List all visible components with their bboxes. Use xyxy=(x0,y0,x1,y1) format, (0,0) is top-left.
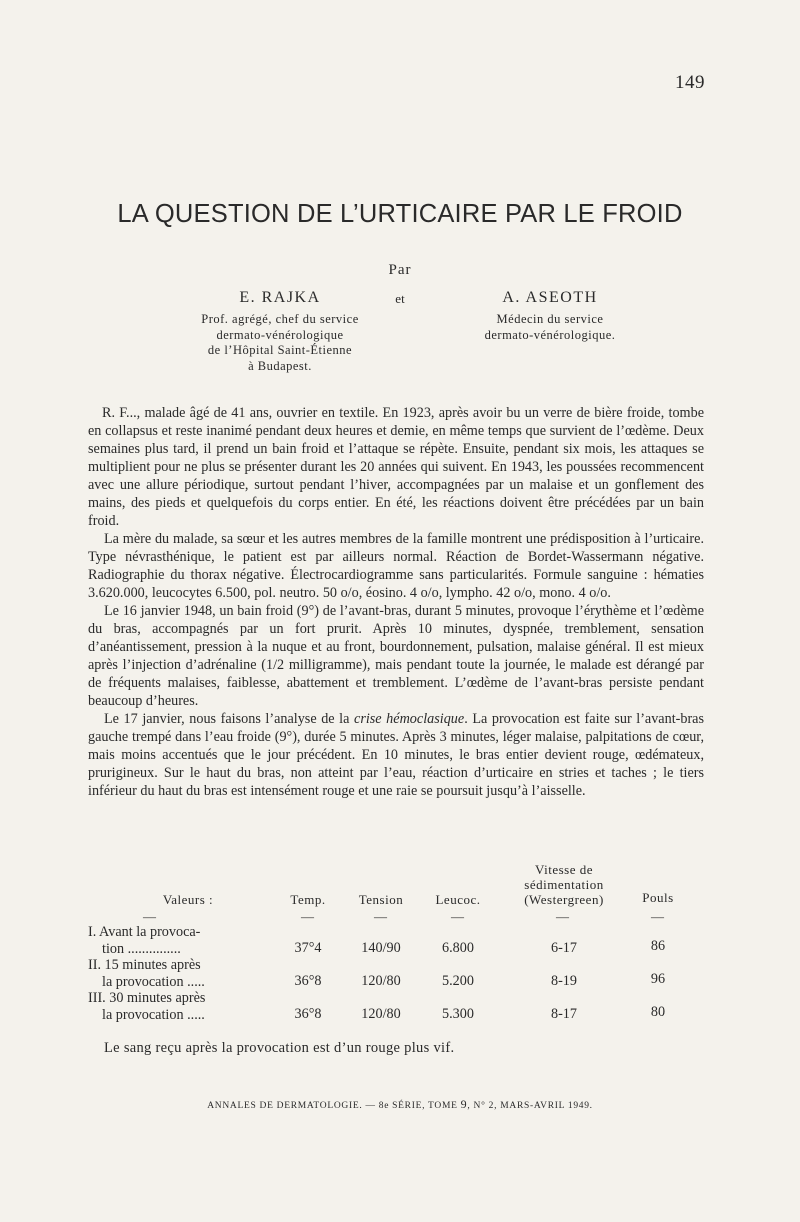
header-rule: — xyxy=(143,909,156,924)
affiliation-line: Médecin du service xyxy=(496,312,604,326)
header-valeurs: Valeurs : xyxy=(162,892,214,907)
header-rule: — xyxy=(301,909,314,924)
row-label-line: III. 30 minutes après xyxy=(88,990,206,1006)
header-text: Vitesse de xyxy=(534,862,593,877)
journal-footer xyxy=(0,1097,800,1112)
header-tension: Tension xyxy=(358,892,404,907)
footer-text: , N° 2, MARS-AVRIL 1949. xyxy=(467,1101,593,1111)
table-row-label xyxy=(88,924,266,957)
author-name: A. ASEOTH xyxy=(502,289,598,306)
affiliation-line: à Budapest. xyxy=(248,358,312,373)
author-name: E. RAJKA xyxy=(239,289,321,306)
cell-tension: 140/90 xyxy=(361,940,401,956)
header-temp: Temp. xyxy=(290,892,326,907)
cell-tension: 120/80 xyxy=(361,973,401,989)
page-number: 149 xyxy=(675,72,705,93)
cell-vitesse: 8-19 xyxy=(550,973,577,989)
affiliation-line: Prof. agrégé, chef du service xyxy=(201,312,359,326)
row-label-line: la provocation ..... xyxy=(102,1006,205,1023)
table-row-label xyxy=(88,990,266,1023)
header-text: (Westergreen) xyxy=(524,892,604,907)
row-label-line: I. Avant la provoca- xyxy=(88,924,201,940)
cell-pouls: 96 xyxy=(650,971,666,987)
cell-temp: 37°4 xyxy=(294,940,322,956)
emphasis-text: crise hémoclasique xyxy=(354,711,465,727)
text-run: Le 17 janvier, nous faisons l’analyse de la xyxy=(104,711,355,727)
cell-pouls: 80 xyxy=(650,1004,666,1020)
paragraph: Le 16 janvier 1948, un bain froid (9°) de l’avant-bras, durant 5 minutes, provoque l’érythème et l’œdème du bras, accompagnés par un fort prurit. Après 10 minutes, dyspnée, tremblement, sensation d’anéantissement, pression à la nuque et au front, bourdonnement, pulsation, malaise général. Il est mieux après l’injection d’adrénaline (1/2 milligramme), mais pendant toute la journée, le malade est dérangé par de fréquents malaises, faiblesse, abattement et tremblement. L’œdème de l’avant-bras persiste pendant beaucoup d’heures. xyxy=(88,603,704,709)
cell-leucoc: 5.200 xyxy=(442,973,474,989)
row-label-line: tion ............... xyxy=(102,940,181,957)
header-pouls: Pouls xyxy=(642,890,674,905)
header-vitesse xyxy=(504,862,624,907)
affiliation-line: dermato-vénérologique xyxy=(216,327,344,342)
table-row-label xyxy=(88,957,266,990)
cell-tension: 120/80 xyxy=(361,1006,401,1022)
affiliation-line: de l’Hôpital Saint-Étienne xyxy=(207,343,353,357)
header-rule: — xyxy=(556,909,569,924)
footer-text: ANNALES DE DERMATOLOGIE. — 8e SÉRIE, TOME xyxy=(207,1101,461,1111)
cell-temp: 36°8 xyxy=(294,1006,322,1022)
author-affiliation xyxy=(400,312,700,343)
by-line: Par xyxy=(388,262,412,278)
paragraph: R. F..., malade âgé de 41 ans, ouvrier en textile. En 1923, après avoir bu un verre de bière froide, tombe en collapsus et reste inanimé pendant deux heures et demie, en même temps que survient de l’œdème. Deux semaines plus tard, il prend un bain froid et l’attaque se répète. Ensuite, pendant six mois, les attaques se multiplient pour ne plus se présenter durant les 20 années qui suivent. En 1943, les poussées recommencent avec une allure périodique, surtout pendant l’hiver, accompagnées par un malaise et un gonflement des mains, des pieds et quelquefois du corps entier. En été, les réactions doivent être précédées par un bain froid. xyxy=(88,405,704,529)
row-label-line: la provocation ..... xyxy=(102,973,205,990)
header-text: sédimentation xyxy=(524,877,604,892)
article-body xyxy=(88,404,704,800)
header-rule: — xyxy=(651,909,664,924)
row-label-line: II. 15 minutes après xyxy=(88,957,201,973)
footer-volume: 9 xyxy=(460,1097,468,1111)
affiliation-line: dermato-vénérologique. xyxy=(484,327,616,342)
header-rule: — xyxy=(374,909,387,924)
author-block-right xyxy=(400,289,700,343)
cell-leucoc: 5.300 xyxy=(442,1006,474,1022)
paragraph: La mère du malade, sa sœur et les autres membres de la famille montrent une prédisposition à l’urticaire. Type névrasthénique, le patient est par ailleurs normal. Réaction de Bordet-Wassermann négative. Radiographie du thorax négative. Électrocardiogramme sans particularités. Formule sanguine : hématies 3.620.000, leucocytes 6.500, pol. neutro. 50 o/o, éosino. 4 o/o, lympho. 42 o/o, mono. 4 o/o. xyxy=(88,531,704,601)
author-conjunction: et xyxy=(395,291,405,306)
cell-leucoc: 6.800 xyxy=(442,940,474,956)
cell-pouls: 86 xyxy=(650,938,666,954)
cell-temp: 36°8 xyxy=(294,973,322,989)
cell-vitesse: 8-17 xyxy=(550,1006,577,1022)
header-rule: — xyxy=(451,909,464,924)
author-affiliation xyxy=(120,312,440,374)
closing-sentence: Le sang reçu après la provocation est d’un rouge plus vif. xyxy=(104,1040,455,1056)
paragraph xyxy=(88,710,704,800)
text-run: . La provocation est faite sur l’avant-bras gauche trempé dans l’eau froide (9°), durée 5 minutes. Après 3 minutes, léger malaise, palpitations de cœur, mais moins accentués que le jour précédent. En 10 minutes, le bras entier devient rouge, œdémateux, prurigineux. Sur le haut du bras, non atteint par l’eau, réaction d’urticaire en stries et taches ; le tiers inférieur du haut du bras est intensément rouge et une raie se poursuit jusqu’à l’aisselle. xyxy=(88,711,705,799)
header-leucoc: Leucoc. xyxy=(435,892,481,907)
cell-vitesse: 6-17 xyxy=(550,940,577,956)
article-title: LA QUESTION DE L’URTICAIRE PAR LE FROID xyxy=(117,200,683,228)
